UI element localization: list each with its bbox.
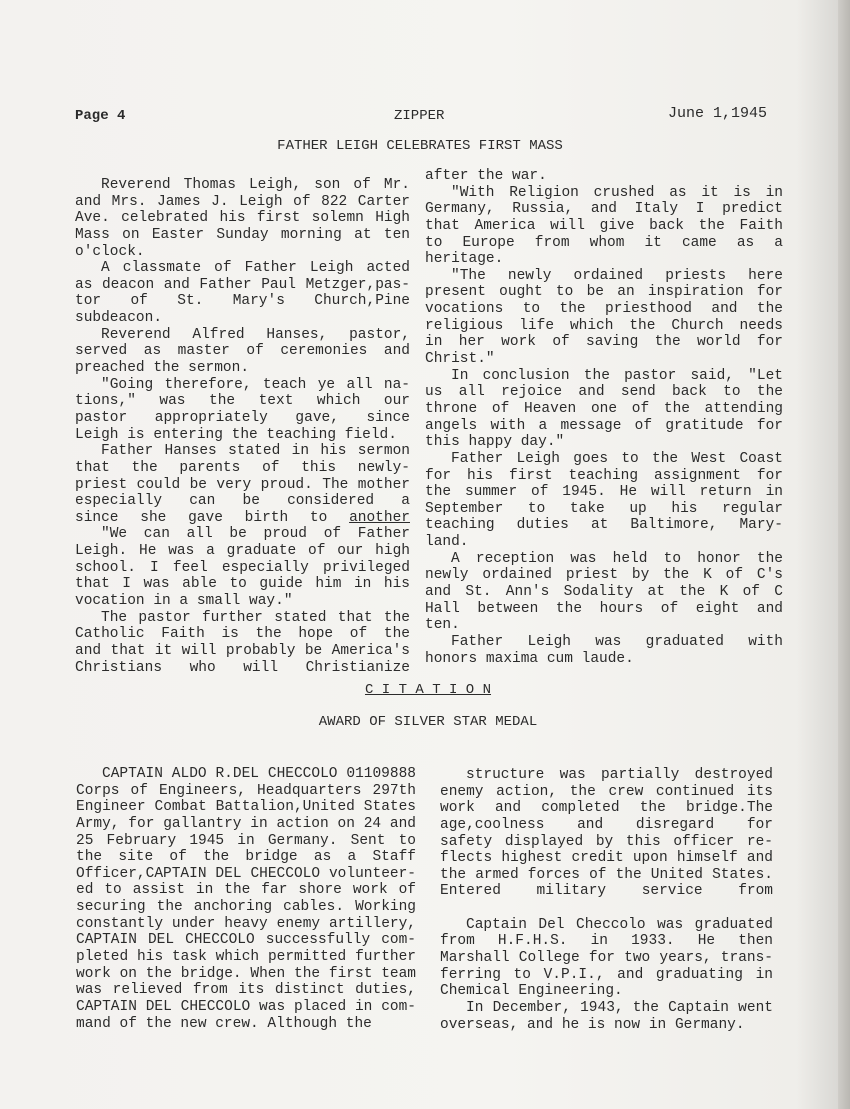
text-line: Father Leigh goes to the West Coast — [451, 450, 783, 467]
issue-date: June 1,1945 — [668, 105, 768, 122]
page-edge-shadow — [838, 0, 850, 1109]
paragraph — [425, 268, 783, 368]
paragraph — [425, 185, 783, 268]
text-line: Father Leigh was graduated with — [451, 633, 783, 650]
text-line: subdeacon. — [75, 310, 163, 327]
text-line: present ought to be an inspiration for — [425, 284, 783, 301]
text-line: structure was partially destroyed — [466, 767, 773, 783]
text-line: throne of Heaven one of the attending — [425, 400, 783, 417]
text-line: and St. Ann's Sodality at the K of C — [425, 584, 783, 601]
text-line: angels with a message of gratitude for — [425, 417, 783, 434]
text-line: "The newly ordained priests here — [451, 267, 783, 284]
text-line: especially can be considered a — [75, 493, 410, 510]
text-line: and Mrs. James J. Leigh of 822 Carter — [75, 193, 410, 210]
citation-right-column — [440, 767, 773, 1033]
paragraph — [425, 551, 783, 634]
text-line: Christians who will Christianize — [75, 659, 410, 676]
text-line: teaching duties at Baltimore, Mary- — [425, 517, 783, 534]
text-line: honors maxima cum laude. — [425, 650, 634, 667]
article-right-column — [425, 168, 783, 667]
text-line: overseas, and he is now in Germany. — [440, 1016, 745, 1033]
text-line: In conclusion the pastor said, "Let — [451, 367, 783, 384]
paragraph — [425, 451, 783, 551]
paragraph — [76, 766, 416, 1032]
text-line: tor of St. Mary's Church,Pine — [75, 293, 410, 310]
text-line: 25 February 1945 in Germany. Sent to — [76, 832, 416, 849]
page-number: Page 4 — [75, 108, 126, 124]
text-line: ferring to V.P.I., and graduating in — [440, 966, 773, 983]
text-line: "We can all be proud of Father — [101, 526, 410, 543]
text-line: CAPTAIN ALDO R.DEL CHECCOLO 01109888 — [102, 766, 416, 782]
text-line: "Going therefore, teach ye all na- — [101, 376, 410, 393]
paragraph — [75, 526, 410, 609]
text-line: preached the sermon. — [75, 360, 250, 377]
text-line: Chemical Engineering. — [440, 983, 623, 1000]
text-line: A classmate of Father Leigh acted — [101, 260, 410, 277]
text-line: age,coolness and disregard for — [440, 816, 773, 833]
text-line: religious life which the Church needs — [425, 317, 783, 334]
paragraph — [75, 177, 410, 260]
text-line: newly ordained priest by the K of C's — [425, 567, 783, 584]
text-line: to Europe from whom it came as a — [425, 234, 783, 251]
text-line: pastor appropriately gave, since — [75, 409, 410, 426]
text-line: was relieved from its distinct duties, — [76, 982, 416, 999]
text-line: the armed forces of the United States. — [440, 866, 773, 883]
text-line: Leigh. He was a graduate of our high — [75, 543, 410, 560]
text-line: priest could be very proud. The mother — [75, 476, 410, 493]
text-line: vocations to the priesthood and the — [425, 301, 783, 318]
text-line: the summer of 1945. He will return in — [425, 484, 783, 501]
text-line: the site of the bridge as a Staff — [76, 849, 416, 866]
paragraph — [425, 168, 783, 185]
article-left-column — [75, 177, 410, 676]
text-line: In December, 1943, the Captain went — [466, 999, 773, 1016]
publication-name: ZIPPER — [394, 108, 445, 124]
text-line: o'clock. — [75, 243, 145, 260]
text-line: since she gave birth to another — [75, 510, 410, 527]
text-line: this happy day." — [425, 434, 565, 451]
article-title: FATHER LEIGH CELEBRATES FIRST MASS — [277, 138, 563, 154]
paragraph — [425, 634, 783, 667]
text-line: Germany, Russia, and Italy I predict — [425, 201, 783, 218]
text-line: ed to assist in the far shore work of — [76, 882, 416, 899]
paragraph — [425, 368, 783, 451]
text-line: work on the bridge. When the first team — [76, 965, 416, 982]
text-line: CAPTAIN DEL CHECCOLO was placed in com- — [76, 998, 416, 1015]
text-line: school. I feel especially privileged — [75, 559, 410, 576]
text-line: "With Religion crushed as it is in — [451, 184, 783, 201]
paragraph — [440, 1000, 773, 1033]
text-line: constantly under heavy enemy artillery, — [76, 915, 416, 932]
text-line: Reverend Alfred Hanses, pastor, — [101, 326, 410, 343]
text-line: Mass on Easter Sunday morning at ten — [75, 226, 410, 243]
text-line: pleted his task which permitted further — [76, 949, 416, 966]
text-line: mand of the new crew. Although the — [76, 1015, 372, 1032]
paragraph — [75, 327, 410, 377]
text-line: that America will give back the Faith — [425, 217, 783, 234]
text-line: for his first teaching assignment for — [425, 467, 783, 484]
paragraph — [75, 610, 410, 677]
text-line: served as master of ceremonies and — [75, 343, 410, 360]
text-line: Officer,CAPTAIN DEL CHECCOLO volunteer- — [76, 865, 416, 882]
paragraph-gap — [440, 900, 773, 917]
text-line: that I was able to guide him in his — [75, 576, 410, 593]
citation-left-column — [76, 766, 416, 1032]
text-line: Army, for gallantry in action on 24 and — [76, 815, 416, 832]
text-line: Hall between the hours of eight and — [425, 600, 783, 617]
text-line: work and completed the bridge.The — [440, 800, 773, 817]
text-line: tions," was the text which our — [75, 393, 410, 410]
text-line: that the parents of this newly- — [75, 459, 410, 476]
text-line: flects highest credit upon himself and — [440, 850, 773, 867]
text-line: Engineer Combat Battalion,United States — [76, 799, 416, 816]
text-line: heritage. — [425, 251, 504, 268]
text-line: from H.F.H.S. in 1933. He then — [440, 933, 773, 950]
text-line: September to take up his regular — [425, 500, 783, 517]
text-line: Leigh is entering the teaching field. — [75, 426, 397, 443]
text-line: CAPTAIN DEL CHECCOLO successfully com- — [76, 932, 416, 949]
text-line: and that it will probably be America's — [75, 642, 410, 659]
text-line: ten. — [425, 617, 460, 634]
text-line: Father Hanses stated in his sermon — [101, 443, 410, 460]
paragraph — [75, 377, 410, 444]
text-line: enemy action, the crew continued its — [440, 783, 773, 800]
paragraph — [440, 767, 773, 900]
citation-heading: C I T A T I O N — [364, 682, 492, 698]
underlined-phrase: another — [349, 509, 410, 526]
text-line: Catholic Faith is the hope of the — [75, 626, 410, 643]
paragraph — [440, 917, 773, 1000]
text-line: Captain Del Checcolo was graduated — [466, 916, 773, 933]
text-line: as deacon and Father Paul Metzger,pas- — [75, 276, 410, 293]
text-line: Corps of Engineers, Headquarters 297th — [76, 782, 416, 799]
text-line: Ave. celebrated his first solemn High — [75, 210, 410, 227]
text-line: us all rejoice and send back to the — [425, 384, 783, 401]
text-line: A reception was held to honor the — [451, 550, 783, 567]
text-line: in her work of saving the world for — [425, 334, 783, 351]
text-line: land. — [425, 534, 469, 551]
text-line: Christ." — [425, 351, 495, 368]
text-line: securing the anchoring cables. Working — [76, 899, 416, 916]
text-line: The pastor further stated that the — [101, 609, 410, 626]
text-line: Entered military service from — [440, 883, 773, 900]
text-line: Marshall College for two years, trans- — [440, 950, 773, 967]
text-line: safety displayed by this officer re- — [440, 833, 773, 850]
text-line: Reverend Thomas Leigh, son of Mr. — [101, 177, 410, 193]
paragraph — [75, 260, 410, 327]
citation-subtitle: AWARD OF SILVER STAR MEDAL — [318, 714, 538, 730]
text-line: after the war. — [425, 168, 547, 184]
text-line: vocation in a small way." — [75, 593, 293, 610]
paragraph — [75, 443, 410, 526]
